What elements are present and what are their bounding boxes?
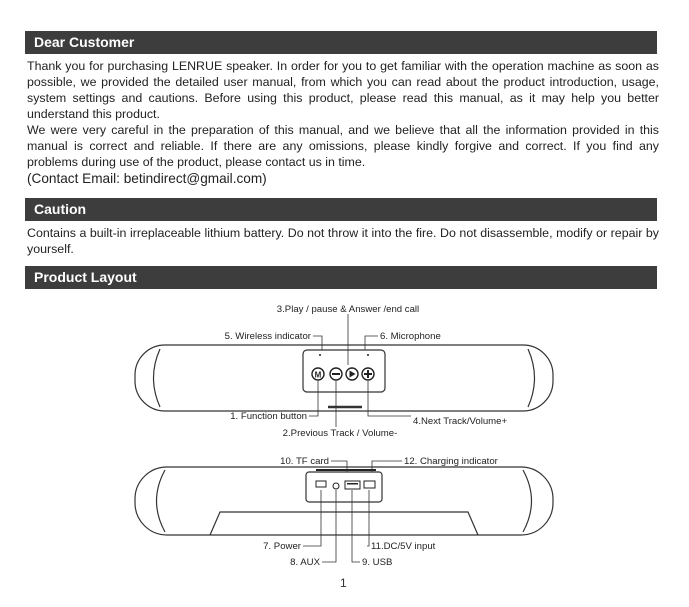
speaker-front-view bbox=[135, 345, 553, 411]
usb-port-pins bbox=[347, 483, 358, 485]
contact-email: (Contact Email: betindirect@gmail.com) bbox=[27, 171, 267, 186]
wireless-indicator-led bbox=[319, 354, 321, 356]
leader-dc-input bbox=[367, 490, 369, 546]
label-function-button: 1. Function button bbox=[230, 411, 307, 422]
speaker-back-body bbox=[135, 467, 553, 535]
label-microphone: 6. Microphone bbox=[380, 331, 441, 342]
label-wireless-indicator: 5. Wireless indicator bbox=[224, 331, 311, 342]
label-tf-card: 10. TF card bbox=[280, 456, 329, 467]
back-left-end-curve bbox=[157, 470, 166, 532]
back-right-end-curve bbox=[523, 470, 532, 532]
dc-input-port bbox=[364, 481, 375, 488]
usb-port bbox=[345, 481, 360, 489]
label-previous-track: 2.Previous Track / Volume- bbox=[282, 428, 398, 439]
front-left-end-curve bbox=[154, 349, 161, 407]
minus-glyph bbox=[332, 373, 340, 375]
product-layout-heading: Product Layout bbox=[25, 266, 657, 289]
back-base bbox=[210, 512, 478, 535]
label-play-pause: 3.Play / pause & Answer /end call bbox=[276, 304, 420, 315]
function-m-glyph: M bbox=[314, 370, 322, 380]
caution-heading: Caution bbox=[25, 198, 657, 221]
speaker-front-body bbox=[135, 345, 553, 411]
leader-usb bbox=[352, 490, 360, 562]
label-charging-indicator: 12. Charging indicator bbox=[404, 456, 498, 467]
caution-text: Contains a built-in irreplaceable lithium battery. Do not throw it into the fire. Do not disassemble, modify or repair by yourself. bbox=[27, 226, 659, 256]
intro-text-after: speaker. In order for you to get familiar with the operation machine as soon as possible, we provided the detailed user manual, from which you can read about the product introduction, usage, system settings and cautions. Before using this product, please read this manual, as it may help you better understand this product. bbox=[27, 59, 659, 121]
leader-microphone bbox=[365, 336, 378, 350]
leader-aux bbox=[322, 490, 336, 562]
label-aux: 8. AUX bbox=[290, 557, 320, 568]
power-switch-port bbox=[316, 481, 326, 487]
leader-wireless bbox=[313, 336, 322, 350]
page-number: 1 bbox=[340, 576, 347, 590]
plus-glyph-v bbox=[367, 370, 369, 378]
brand-name: LENRUE bbox=[171, 59, 223, 73]
label-power: 7. Power bbox=[263, 541, 301, 552]
reliability-paragraph: We were very careful in the preparation of this manual, and we believe that all the information provided in this manual is correct and reliable. If there are any omissions, please kindly forgive and correct. If you find any problems during use of the product, please contact us in time. bbox=[27, 123, 659, 169]
label-dc-input: 11.DC/5V input bbox=[371, 541, 436, 552]
label-next-track: 4.Next Track/Volume+ bbox=[413, 416, 508, 427]
microphone-hole bbox=[367, 354, 369, 356]
rear-port-text-strip bbox=[316, 469, 376, 471]
intro-text-before: Thank you for purchasing bbox=[27, 59, 172, 73]
label-usb: 9. USB bbox=[362, 557, 393, 568]
dear-customer-heading: Dear Customer bbox=[25, 31, 657, 54]
aux-port bbox=[333, 483, 339, 489]
speaker-back-view bbox=[135, 467, 553, 535]
front-right-end-curve bbox=[528, 349, 535, 407]
